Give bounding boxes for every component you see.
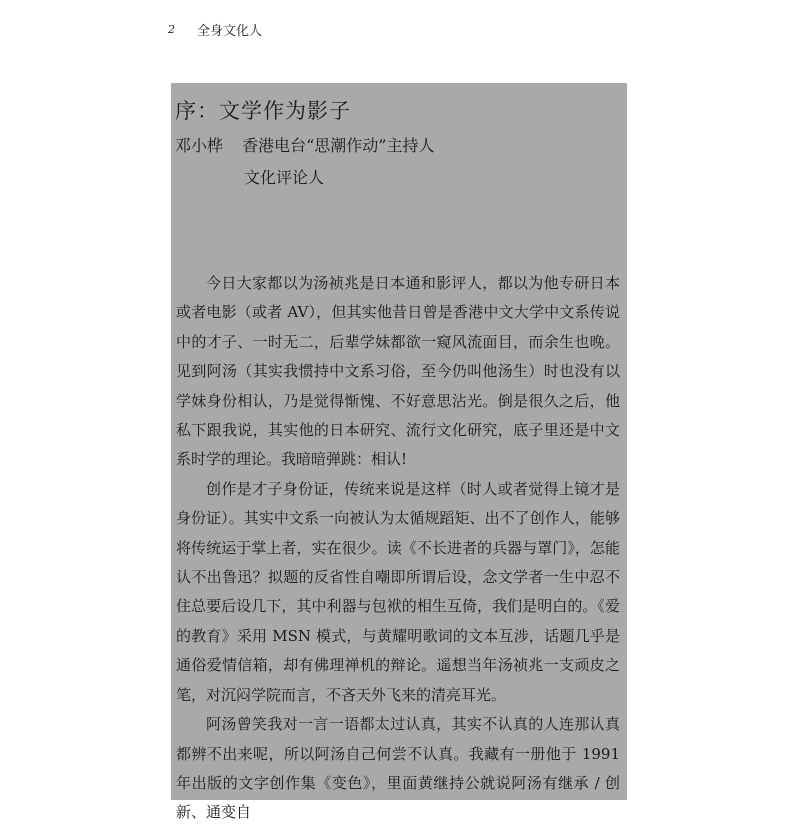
author-name: 邓小桦 (175, 136, 224, 155)
page-number: 2 (168, 22, 175, 36)
paragraph: 今日大家都以为汤祯兆是日本通和影评人，都以为他专研日本或者电影（或者 AV），但其实他昔日曾是香港中文大学中文系传说中的才子、一时无二，后辈学妹都欲一窥风流面目，而余生也晚。见到阿汤（其实我惯持中文系习俗，至今仍叫他汤生）时也没有以学妹身份相认，乃是觉得惭愧、不好意思沾光。倒是很久之后，他私下跟我说，其实他的日本研究、流行文化研究，底子里还是中文系时学的理论。我暗暗弹跳：相认! (176, 274, 620, 469)
body-text (176, 269, 620, 828)
paragraph: 阿汤曾笑我对一言一语都太过认真，其实不认真的人连那认真都辨不出来呢，所以阿汤自己何尝不认真。我藏有一册他于 1991 年出版的文字创作集《变色》，里面黄继持公就说阿汤有继承 / 创新、通变自 (176, 715, 620, 822)
author-line (175, 133, 434, 159)
book-title: 全身文化人 (197, 23, 263, 39)
section-title: 序：文学作为影子 (175, 99, 351, 123)
running-header (168, 18, 262, 40)
paragraph: 创作是才子身份证，传统来说是这样（时人或者觉得上镜才是身份证）。其实中文系一向被认为太循规蹈矩、出不了创作人，能够将传统运于掌上者，实在很少。读《不长进者的兵器与罩门》，怎能认不出鲁迅？拟题的反省性自嘲即所谓后设，念文学者一生中忍不住总要后设几下，其中利器与包袱的相生互倚，我们是明白的。《爱的教育》采用 MSN 模式，与黄耀明歌词的文本互涉，话题几乎是通俗爱情信箱，却有佛理禅机的辩论。遥想当年汤祯兆一支顽皮之笔，对沉闷学院而言，不吝天外飞来的清亮耳光。 (176, 479, 620, 704)
preface-panel (171, 83, 627, 822)
author-role-critic: 文化评论人 (244, 168, 325, 187)
author-role-radio-host: 香港电台“思潮作动”主持人 (242, 136, 435, 155)
